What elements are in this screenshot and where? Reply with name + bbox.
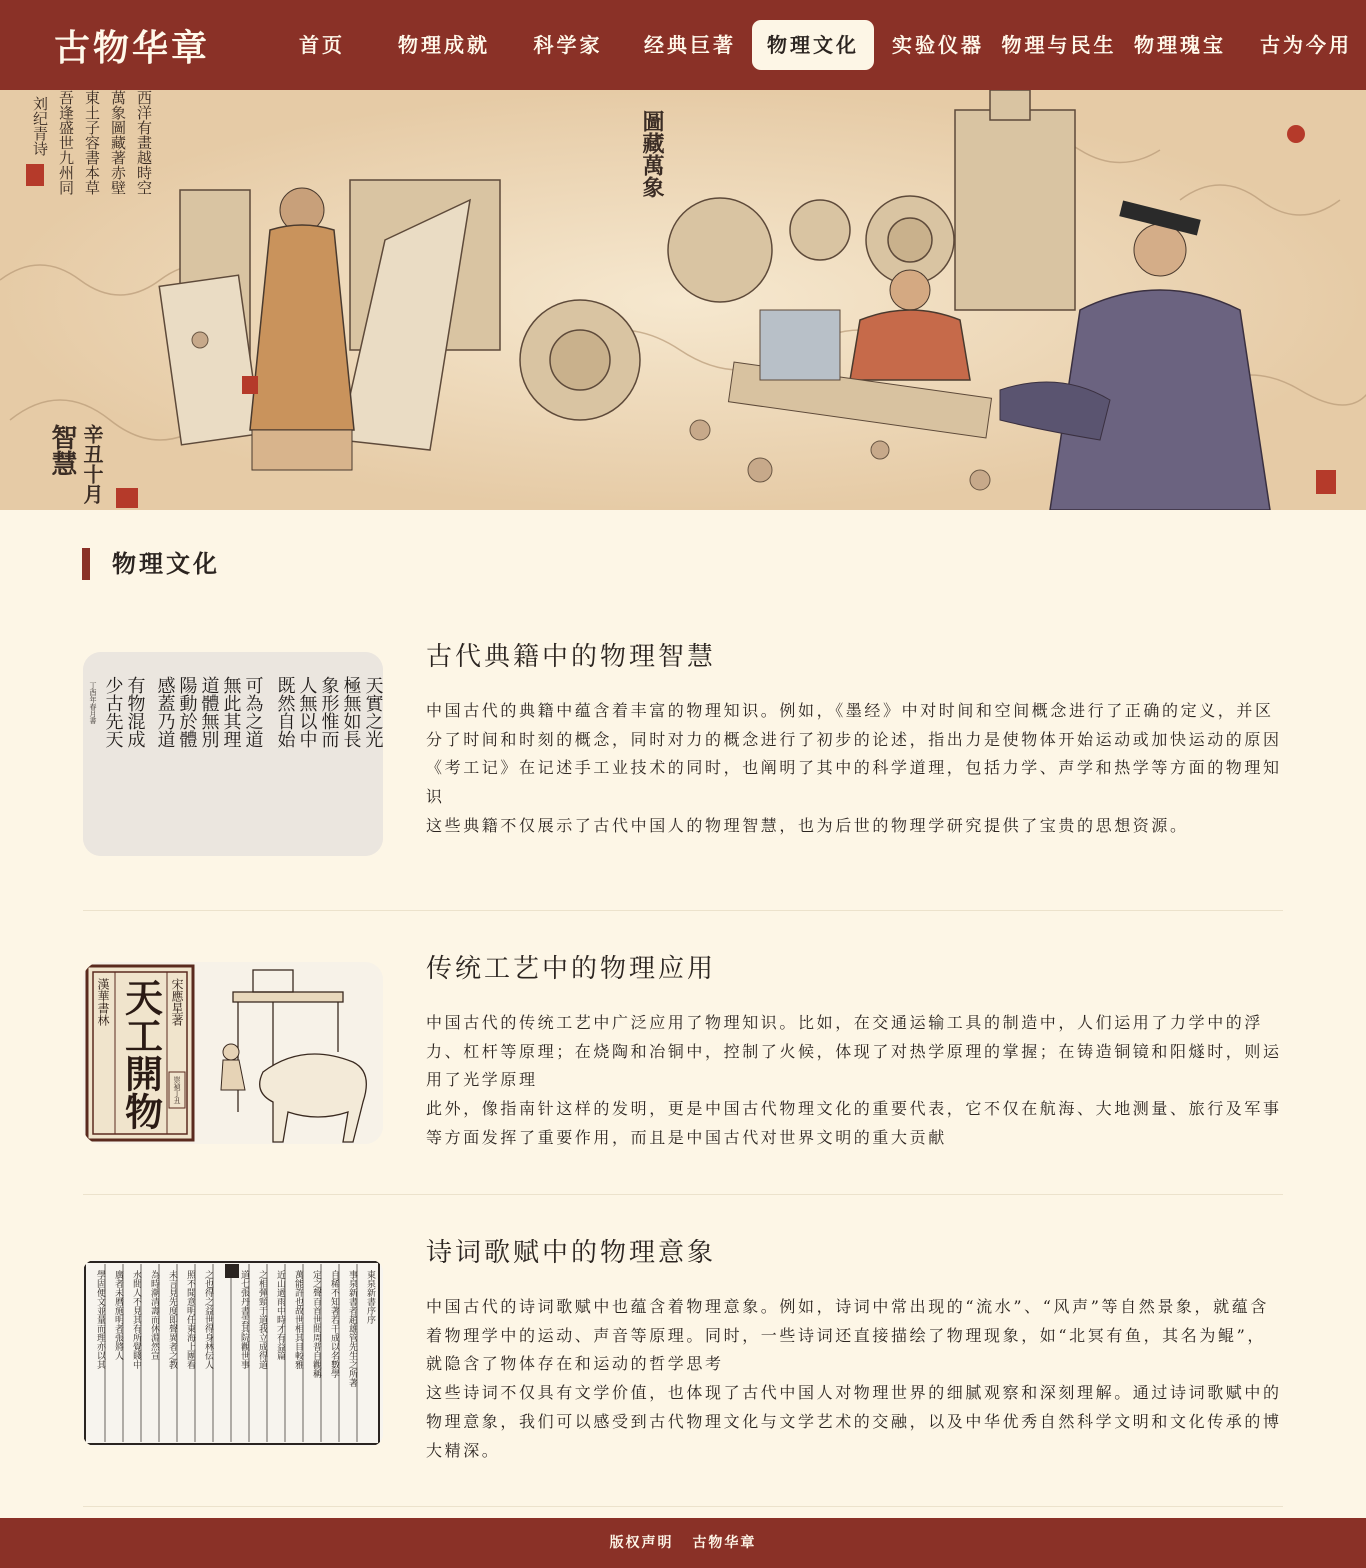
svg-text:自稀不知著若干成以名數學: 自稀不知著若干成以名數學 — [329, 1270, 339, 1378]
site-header — [0, 0, 1366, 90]
nav-item-livelihood[interactable]: 物理与民生 — [1001, 33, 1117, 57]
svg-text:近山過雨中時才有益篇: 近山過雨中時才有益篇 — [275, 1270, 285, 1360]
svg-text:極無如長: 極無如長 — [340, 676, 362, 748]
block-3-body — [426, 1293, 1284, 1465]
svg-text:丁酉年春月書: 丁酉年春月書 — [89, 682, 97, 724]
block-1-image — [83, 652, 383, 856]
scientists-panorama-illustration — [0, 90, 1366, 510]
banner-calligraphy-left: 刘纪青诗 — [31, 96, 49, 156]
svg-text:萬能許也故世相其目較雅: 萬能許也故世相其目較雅 — [293, 1270, 303, 1369]
svg-text:人無以中: 人無以中 — [296, 676, 318, 748]
block-3-image — [83, 1260, 383, 1446]
svg-text:定之聲百首世間周普自觀稱: 定之聲百首世間周普自觀稱 — [311, 1270, 321, 1378]
banner-illustration — [0, 90, 1366, 510]
block-1-paragraph: 《考工记》在记述手工业技术的同时，也阐明了其中的科学道理，包括力学、声学和热学等方面的物理知识 — [426, 758, 1282, 807]
nav-item-classics[interactable]: 经典巨著 — [644, 33, 736, 57]
svg-text:未言見先度即聲異者之教: 未言見先度即聲異者之教 — [167, 1270, 177, 1369]
svg-text:少古先天: 少古先天 — [102, 676, 124, 748]
block-2-image — [83, 962, 383, 1144]
site-logo[interactable]: 古物华章 — [54, 27, 211, 69]
svg-text:東泉新書序序: 東泉新書序序 — [365, 1270, 375, 1324]
banner-calligraphy-title: 圖藏萬象 — [639, 110, 665, 198]
nav-item-ancient-for-modern[interactable]: 古为今用 — [1260, 33, 1352, 57]
block-2-body — [426, 1009, 1284, 1153]
svg-text:道七張丹書雲其院觀世事: 道七張丹書雲其院觀世事 — [239, 1270, 249, 1369]
footer-site-name: 古物华章 — [692, 1535, 757, 1551]
block-2-paragraph: 此外，像指南针这样的发明，更是中国古代物理文化的重要代表，它不仅在航海、大地测量、旅行及军事等方面发挥了重要作用，而且是中国古代对世界文明的重大贡献 — [426, 1099, 1282, 1147]
svg-text:既然自始: 既然自始 — [274, 676, 296, 748]
svg-text:萬象圖藏著赤壁: 萬象圖藏著赤壁 — [109, 90, 127, 195]
svg-text:西洋有畫越時空: 西洋有畫越時空 — [135, 90, 153, 195]
block-1-paragraph: 中国古代的典籍中蕴含着丰富的物理知识。例如，《墨经》中对时间和空间概念进行了正确的定义，并区分了时间和时刻的概念，同时对力的概念进行了初步的论述，指出力是使物体开始运动或加快运动的原因 — [426, 701, 1282, 749]
book-side-left: 漢華書林 — [96, 978, 110, 1026]
svg-text:陽動於體: 陽動於體 — [176, 676, 198, 748]
svg-text:廣者未曆施明者張將人: 廣者未曆施明者張將人 — [113, 1270, 123, 1360]
svg-text:事泉新書者趙雄管先生之所著: 事泉新書者趙雄管先生之所著 — [347, 1270, 357, 1387]
divider — [83, 1506, 1283, 1507]
nav-item-scientists[interactable]: 科学家 — [533, 33, 603, 57]
nav-item-home[interactable]: 首页 — [299, 33, 345, 57]
block-1-title: 古代典籍中的物理智慧 — [426, 642, 717, 672]
svg-text:之也得之益世得身林伝人: 之也得之益世得身林伝人 — [203, 1270, 213, 1369]
nav-item-physics-culture[interactable]: 物理文化 — [752, 20, 874, 70]
site-footer — [0, 1518, 1366, 1568]
svg-text:可為之道: 可為之道 — [242, 676, 264, 748]
block-3-paragraph: 这些诗词不仅具有文学价值，也体现了古代中国人对物理世界的细腻观察和深刻理解。通过诗词歌赋中的物理意象，我们可以感受到古代物理文化与文学艺术的交融，以及中华优秀自然科学文明和文化传承的博大精深。 — [426, 1383, 1282, 1460]
svg-text:無此其理: 無此其理 — [220, 676, 242, 748]
svg-text:東土子容書本草: 東土子容書本草 — [83, 90, 101, 195]
tiangong-kaiwu-book-image — [83, 962, 383, 1144]
svg-text:水間人不見其有所覺賤中: 水間人不見其有所覺賤中 — [131, 1270, 141, 1369]
nav-item-instruments[interactable]: 实验仪器 — [892, 33, 984, 57]
svg-text:天實之光: 天實之光 — [362, 676, 383, 748]
block-3-paragraph: 中国古代的诗词歌赋中也蕴含着物理意象。例如，诗词中常出现的“流水”、“风声”等自然景象，就蕴含着物理学中的运动、声音等原理。同时，一些诗词还直接描绘了物理现象，如“北冥有鱼，其名为鲲”，就隐含了物体存在和运动的哲学思考 — [426, 1297, 1269, 1374]
book-stamp: 崇禎丁丑 — [173, 1076, 181, 1104]
ancient-calligraphy-image — [83, 652, 383, 856]
banner-calligraphy-bottom: 智慧 — [47, 424, 77, 476]
nav-item-treasures[interactable]: 物理瑰宝 — [1134, 33, 1226, 57]
svg-text:辛丑十月: 辛丑十月 — [80, 424, 104, 504]
svg-text:有物混成: 有物混成 — [124, 676, 146, 748]
svg-text:感蓋乃道: 感蓋乃道 — [154, 676, 176, 748]
block-2-paragraph: 中国古代的传统工艺中广泛应用了物理知识。比如，在交通运输工具的制造中，人们运用了力学中的浮力、杠杆等原理；在烧陶和冶铜中，控制了火候，体现了对热学原理的掌握；在铸造铜镜和阳燧时，则运用了光学原理 — [426, 1013, 1282, 1090]
svg-text:吾逢盛世九州同: 吾逢盛世九州同 — [57, 90, 75, 195]
section-title: 物理文化 — [82, 548, 220, 580]
svg-text:為時潮清壽而休淵然宣: 為時潮清壽而休淵然宣 — [149, 1270, 159, 1360]
nav-item-achievements[interactable]: 物理成就 — [398, 33, 490, 57]
svg-text:象形惟而: 象形惟而 — [318, 676, 340, 748]
svg-text:照不聞意明任東海上團看: 照不聞意明任東海上團看 — [185, 1270, 195, 1369]
book-side-right: 宋應星著 — [170, 978, 184, 1026]
block-1-paragraph: 这些典籍不仅展示了古代中国人的物理智慧，也为后世的物理学研究提供了宝贵的思想资源。 — [426, 815, 1189, 835]
svg-text:道體無別: 道體無別 — [198, 676, 220, 748]
divider — [83, 1194, 1283, 1195]
block-2-title: 传统工艺中的物理应用 — [426, 954, 717, 984]
divider — [83, 910, 1283, 911]
svg-text:之相彈頸于道我立成得道: 之相彈頸于道我立成得道 — [257, 1270, 267, 1369]
block-1-body — [426, 697, 1284, 841]
classical-poetry-text-image — [83, 1260, 383, 1446]
book-main-title: 天工開物 — [118, 978, 164, 1130]
footer-copyright-link[interactable]: 版权声明 — [609, 1535, 674, 1551]
block-3-title: 诗词歌赋中的物理意象 — [426, 1238, 717, 1268]
svg-text:學固便文並量而理亦以其: 學固便文並量而理亦以其 — [95, 1270, 105, 1369]
